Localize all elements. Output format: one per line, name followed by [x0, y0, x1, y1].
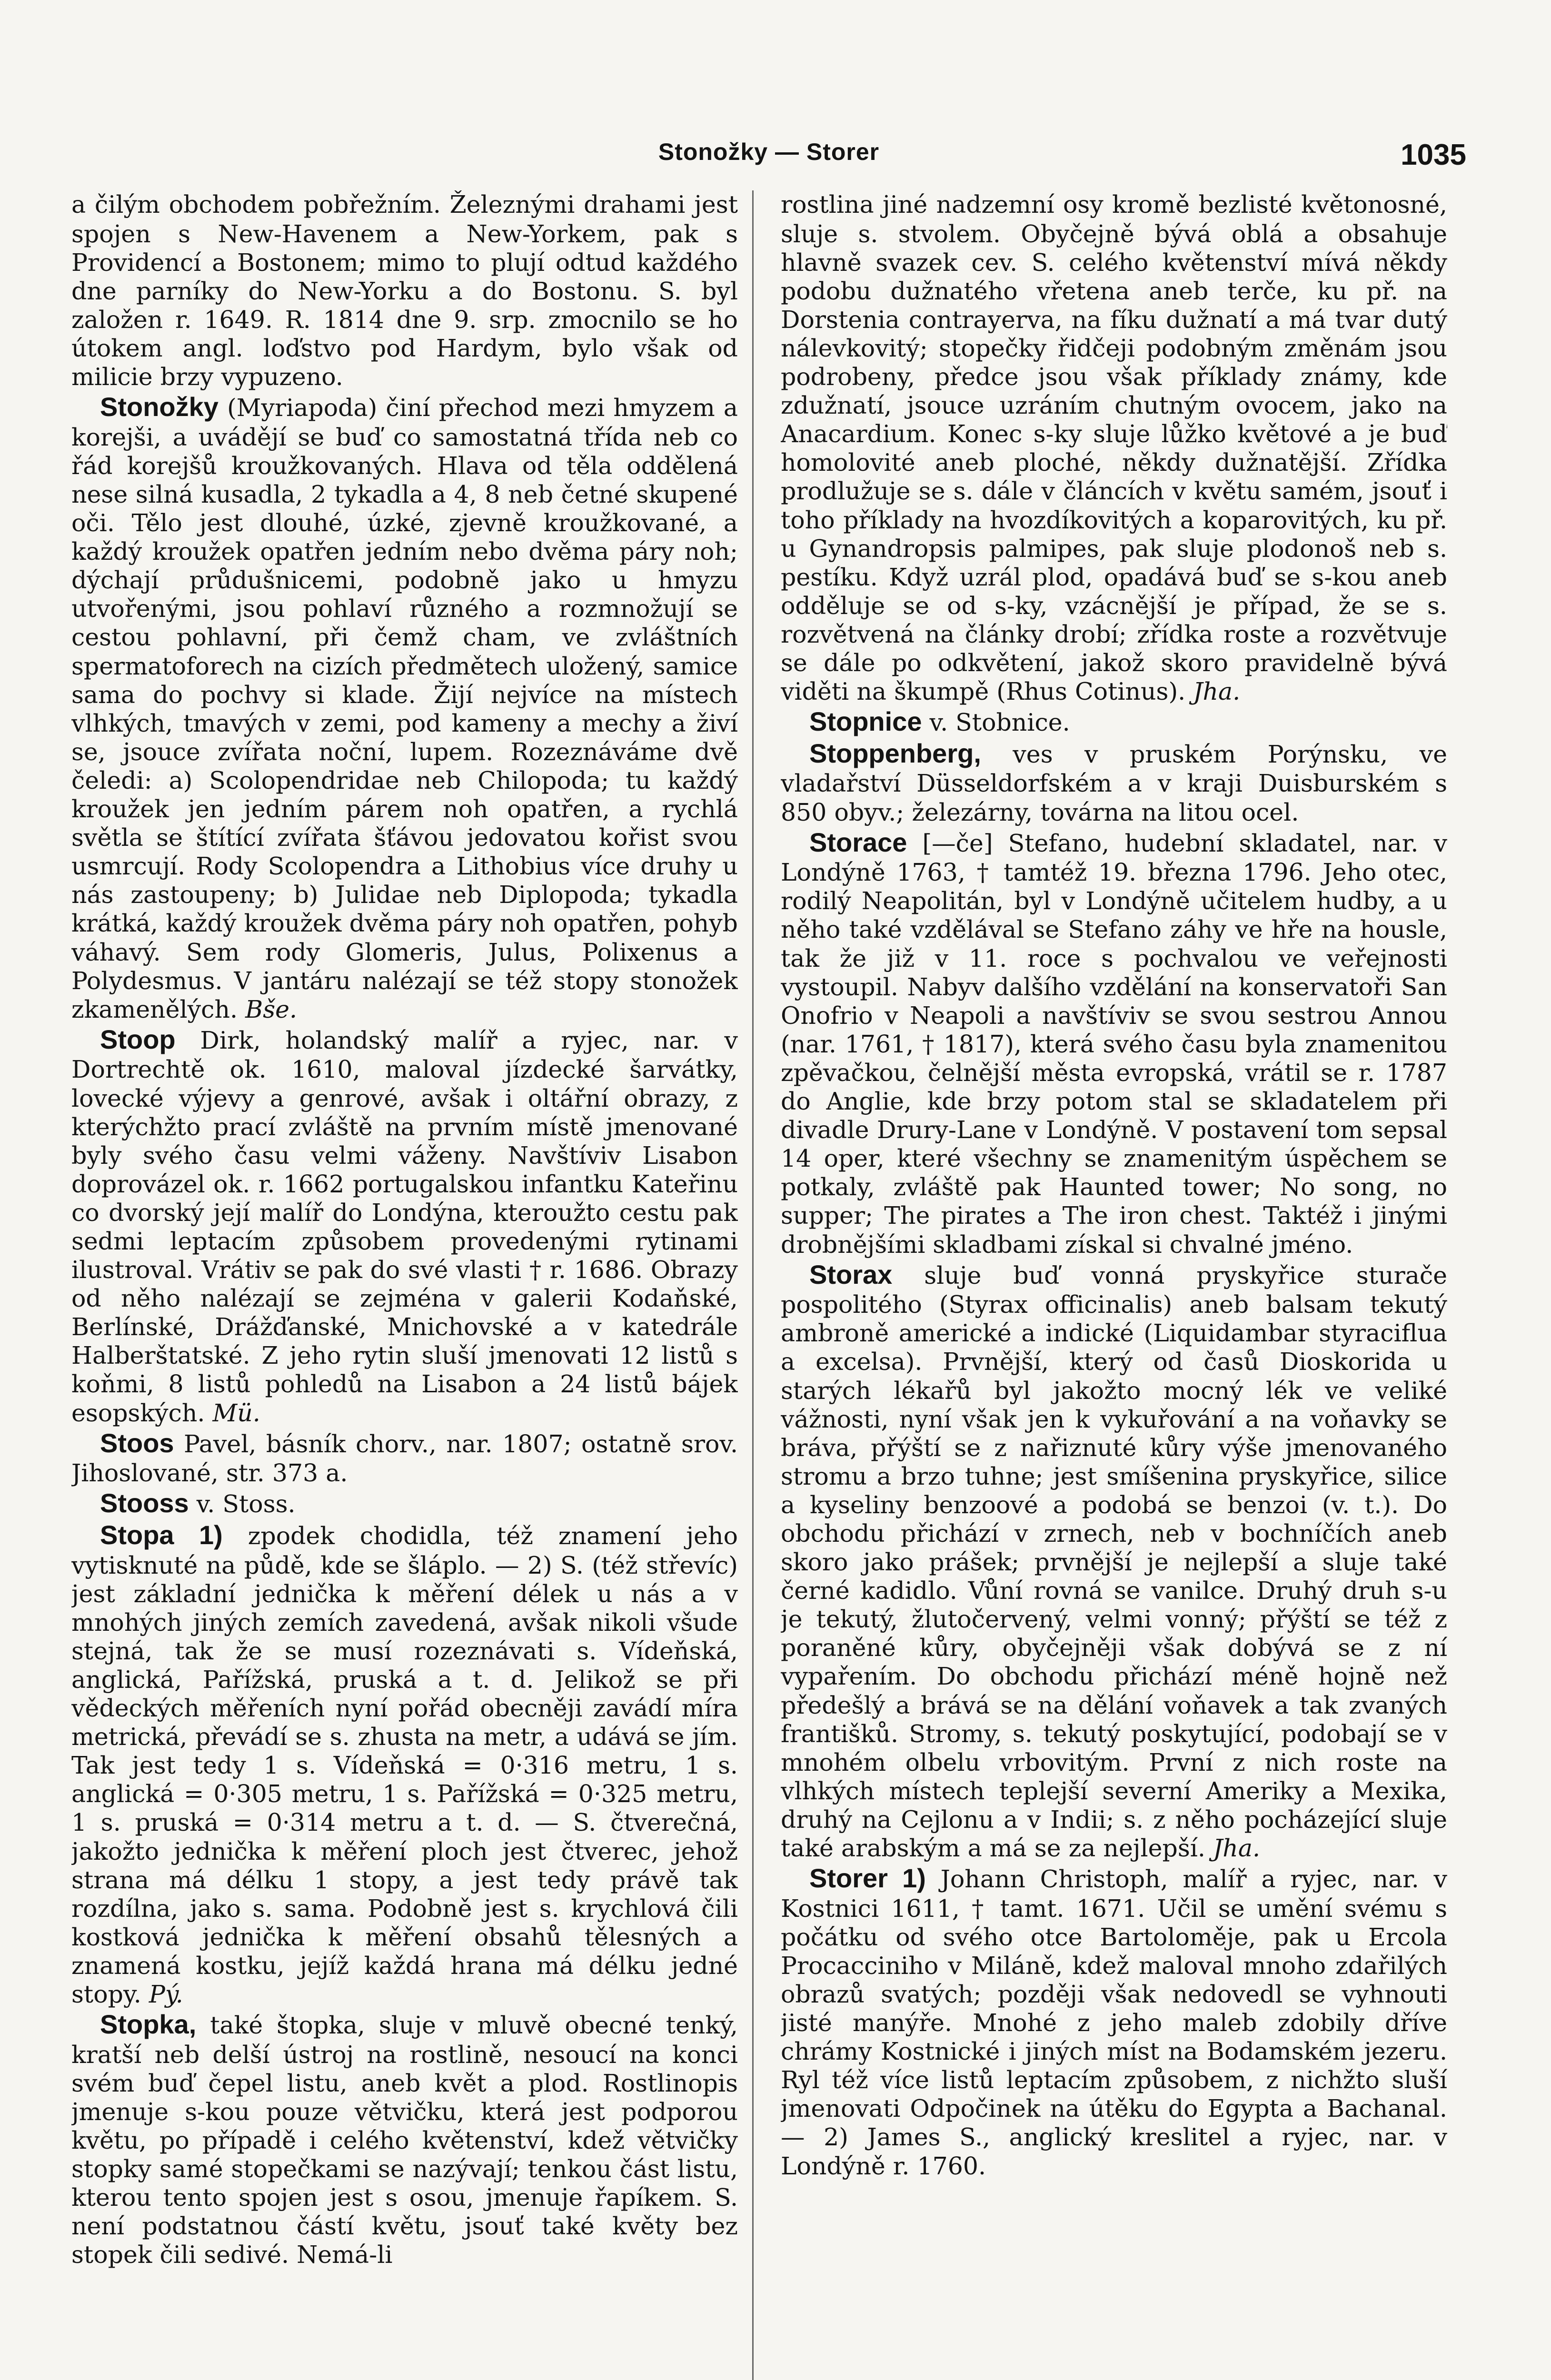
running-header	[71, 138, 1466, 181]
entry-signature: Pý.	[149, 1980, 183, 2008]
entry-text: [—če] Stefano, hudební skladatel, nar. v Londýně 1763, † tamtéž 19. března 1796. Jeho otec, rodilý Neapolitán, byl v Londýně učitelem hudby, a u něho také vzdělával se Stefano záhy ve hře na housle, tak že již v 11. roce s pochvalou ve veřejnosti vystoupil. Nabyv dalšího vzdělání na konservatoři San Onofrio v Neapoli a navštíviv se svou sestrou Annou (nar. 1761, † 1817), která svého času byla znamenitou zpěvačkou, čelnější města evropská, vrátil se r. 1787 do Anglie, kde brzy potom stal se skladatelem při divadle Drury-Lane v Londýně. V postavení tom sepsal 14 oper, které všechny se znamenitým úspěchem se potkaly, zvláště pak Haunted tower; No song, no supper; The pirates a The iron chest. Taktéž i jinými drobnějšími skladbami získal si chvalné jméno.	[781, 829, 1447, 1259]
entry	[71, 188, 738, 391]
entry-text: v. Stoss.	[196, 1490, 296, 1518]
entry	[781, 706, 1447, 738]
entry	[781, 738, 1447, 827]
entry-text: sluje buď vonná pryskyřice sturače pospolitého (Styrax officinalis) aneb balsam tekutý ambroně americké a indické (Liquidambar styraciflua a excelsa). Prvnější, který od časů Dioskorida u starých lékařů byl jakožto mocný lék ve veliké vážnosti, nyní však jen k vykuřování a na voňavky se bráva, přýští se z nařiznuté kůry výše jmenovaného stromu a brzo tuhne; jest smíšenina pryskyřice, silice a kyseliny benzoové a podobá se benzoi (v. t.). Do obchodu přichází v zrnech, neb v bochníčích aneb skoro jako prášek; prvnější je nejlepší a sluje také černé kadidlo. Vůní rovná se vanilce. Druhý druh s-u je tekutý, žlutočervený, velmi vonný; přýští se též z poraněné kůry, obyčejněji však dobývá se z ní vypařením. Do obchodu přichází méně hojně než předešlý a brává se na dělání voňavek a tak zvaných františků. Stromy, s. tekutý poskytující, podobají se v mnohém olbelu vrbovitým. První z nich roste na vlhkých místech teplejší severní Ameriky a Mexika, druhý na Cejlonu a v Indii; s. z něho pocházející sluje také arabským a má se za nejlepší.	[781, 1261, 1447, 1862]
entry-text: (Myriapoda) činí přechod mezi hmyzem a korejši, a uvádějí se buď co samostatná třída neb co řád korejšů kroužkovaných. Hlava od těla oddělená nese silná kusadla, 2 tykadla a 4, 8 neb četné skupené oči. Tělo jest dlouhé, úzké, zjevně kroužkované, a každý kroužek opatřen jedním nebo dvěma páry noh; dýchají průdušnicemi, podobně jako u hmyzu utvořenými, jsou pohlaví různého a rozmnožují se cestou pohlavní, při čemž cham, ve zvláštních spermatoforech na cizích předmětech uložený, samice sama do pochvy si klade. Žijí nejvíce na místech vlhkých, tmavých v zemi, pod kameny a mechy a živí se, jsouce zvířata noční, lupem. Rozeznáváme dvě čeledi: a) Scolopendridae neb Chilopoda; tu každý kroužek jen jedním párem noh opatřen, a rychlá světla se štítící zvířata šťávou jedovatou kořist svou usmrcují. Rody Scolopendra a Lithobius více druhy u nás zastoupeny; b) Julidae neb Diplopoda; tykadla krátká, každý kroužek dvěma páry noh opatřen, pohyb váhavý. Sem rody Glomeris, Julus, Polixenus a Polydesmus. V jantáru nalézají se též stopy stonožek zkamenělých.	[71, 394, 738, 1023]
entry	[71, 1428, 738, 1488]
entry	[781, 827, 1447, 1259]
entry-headword: Storace	[809, 827, 907, 857]
entry	[781, 188, 1447, 706]
page-number: 1035	[1401, 139, 1466, 171]
entry-headword: Stopnice	[809, 706, 922, 737]
entry-signature: Bše.	[245, 995, 298, 1023]
entry	[781, 1259, 1447, 1863]
entry-headword: Stoppenberg,	[809, 738, 981, 768]
entry-text: Johann Christoph, malíř a ryjec, nar. v Kostnici 1611, † tamt. 1671. Učil se umění svému s počátku od svého otce Bartoloměje, pak u Ercola Procacciniho v Miláně, kdež maloval mnoho zdařilých obrazů svatých; později však nedovedl se vyhnouti jisté manýře. Mnohé z jeho maleb zdobily dříve chrámy Kostnické i jiných míst na Bodamském jezeru. Ryl též více listů leptacím způsobem, z nichžto sluší jmenovati Odpočinek na útěku do Egypta a Bachanal. — 2) James S., anglický kreslitel a ryjec, nar. v Londýně r. 1760.	[781, 1865, 1447, 2180]
entry-text: zpodek chodidla, též znamení jeho vytisknuté na půdě, kde se šláplo. — 2) S. (též střevíc) jest základní jednička k měření délek u nás a v mnohých jiných zemích zavedená, avšak nikoli všude stejná, tak že se musí rozeznávati s. Vídeňská, anglická, Pařížská, pruská a t. d. Jelikož se při vědeckých měřeních nyní pořád obecněji zavádí míra metrická, převádí se s. zhusta na metr, a udává se jím. Tak jest tedy 1 s. Vídeňská = 0·316 metru, 1 s. anglická = 0·305 metru, 1 s. Pařížská = 0·325 metru, 1 s. pruská = 0·314 metru a t. d. — S. čtverečná, jakožto jednička k měření ploch jest čtverec, jehož strana má délku 1 stopy, a jest tedy právě tak rozdílna, jako s. sama. Podobně jest s. krychlová čili kostková jednička k měření obsahů tělesných a znamená kostku, jejíž každá hrana má délku jedné stopy.	[71, 1521, 738, 2008]
entry-text: Pavel, básník chorv., nar. 1807; ostatně srov. Jihoslované, str. 373 a.	[71, 1429, 738, 1488]
column-divider	[752, 190, 754, 2380]
entry	[71, 1024, 738, 1428]
entry-text: Dirk, holandský malíř a ryjec, nar. v Dortrechtě ok. 1610, maloval jízdecké šarvátky, lovecké výjevy a genrové, avšak i oltářní obrazy, z kterýchžto prací zvláště na prvním místě jmenované byly svého času velmi váženy. Navštíviv Lisabon doprovázel ok. r. 1662 portugalskou infantku Kateřinu co dvorský její malíř do Londýna, kteroužto cestu pak sedmi leptacím způsobem provedenými rytinami ilustroval. Vrátiv se pak do své vlasti † r. 1686. Obrazy od něho nalézají se zejména v galerii Kodaňské, Berlínské, Drážďanské, Mnichovské a v katedrále Halberštatské. Z jeho rytin sluší jmenovati 12 listů s koňmi, 8 listů pohledů na Lisabon a 24 listů bájek esopských.	[71, 1026, 738, 1427]
entry-headword: Stopa 1)	[100, 1519, 223, 1550]
entry	[781, 1863, 1447, 2181]
entry-text: také štopka, sluje v mluvě obecné tenký, kratší neb delší ústroj na rostlině, nesoucí na konci svém buď čepel listu, aneb květ a plod. Rostlinopis jmenuje s-kou pouze větvičku, která jest podporou květu, po případě i celého květenství, kdež větvičky stopky samé stopečkami se nazývají; tenkou část listu, kterou tento spojen jest s osou, jmenuje řapíkem. S. není podstatnou částí květu, jsouť také květy bez stopek čili sedivé. Nemá-li	[71, 2011, 738, 2269]
entry-headword: Stopka,	[100, 2009, 197, 2040]
entry-headword: Stonožky	[100, 392, 219, 422]
entry-headword: Storer 1)	[809, 1863, 926, 1894]
entry-headword: Storax	[809, 1259, 893, 1289]
entry-signature: Mü.	[212, 1398, 260, 1427]
entry-headword: Stooss	[100, 1488, 189, 1518]
header-title: Stonožky — Storer	[658, 139, 880, 165]
entry-headword: Stoos	[100, 1428, 174, 1458]
entry	[71, 391, 738, 1024]
entry-headword: Stoop	[100, 1024, 176, 1054]
entry-signature: Jha.	[1193, 677, 1241, 706]
entry-signature: Jha.	[1213, 1834, 1260, 1862]
entry	[71, 1519, 738, 2009]
entry	[71, 2009, 738, 2269]
entry-text: ves v pruském Porýnsku, ve vladařství Düsseldorfském a v kraji Duisburském s 850 obyv.; železárny, továrna na litou ocel.	[781, 740, 1447, 826]
right-column	[781, 188, 1447, 2340]
entry-text: rostlina jiné nadzemní osy kromě bezlisté květonosné, sluje s. stvolem. Obyčejně bývá oblá a obsahuje hlavně svazek cev. S. celého květenství mívá někdy podobu dužnatého vřetena aneb terče, ku př. na Dorstenia contrayerva, na fíku dužnatí a má tvar dutý nálevkovitý; stopečky řidčeji podobným změnám jsou podrobeny, předce jsou však příklady známy, kde zdužnatí, jsouce uzráním chutným ovocem, jako na Anacardium. Konec s-ky sluje lůžko květové a je buď homolovité aneb ploché, někdy dužnatější. Zřídka prodlužuje se s. dále v článcích v květu samém, jsouť i toho příklady na hvozdíkovitých a koparovitých, ku př. u Gynandropsis palmipes, pak sluje plodonoš neb s. pestíku. Když uzrál plod, opadává buď se s-kou aneb odděluje se od s-ky, vzácnější je případ, že se s. rozvětvená na články drobí; zřídka roste a rozvětvuje se dále po odkvětení, jakož skoro pravidelně bývá viděti na škumpě (Rhus Cotinus).	[781, 190, 1447, 706]
entry-text: a čilým obchodem pobřežním. Železnými drahami jest spojen s New-Havenem a New-Yorkem, pak s Providencí a Bostonem; mimo to plují odtud každého dne parníky do New-Yorku a do Bostonu. S. byl založen r. 1649. R. 1814 dne 9. srp. zmocnilo se ho útokem angl. loďstvo pod Hardym, bylo však od milicie brzy vypuzeno.	[71, 190, 738, 391]
entry	[71, 1488, 738, 1519]
left-column	[71, 188, 738, 2380]
entry-text: v. Stobnice.	[929, 708, 1070, 737]
